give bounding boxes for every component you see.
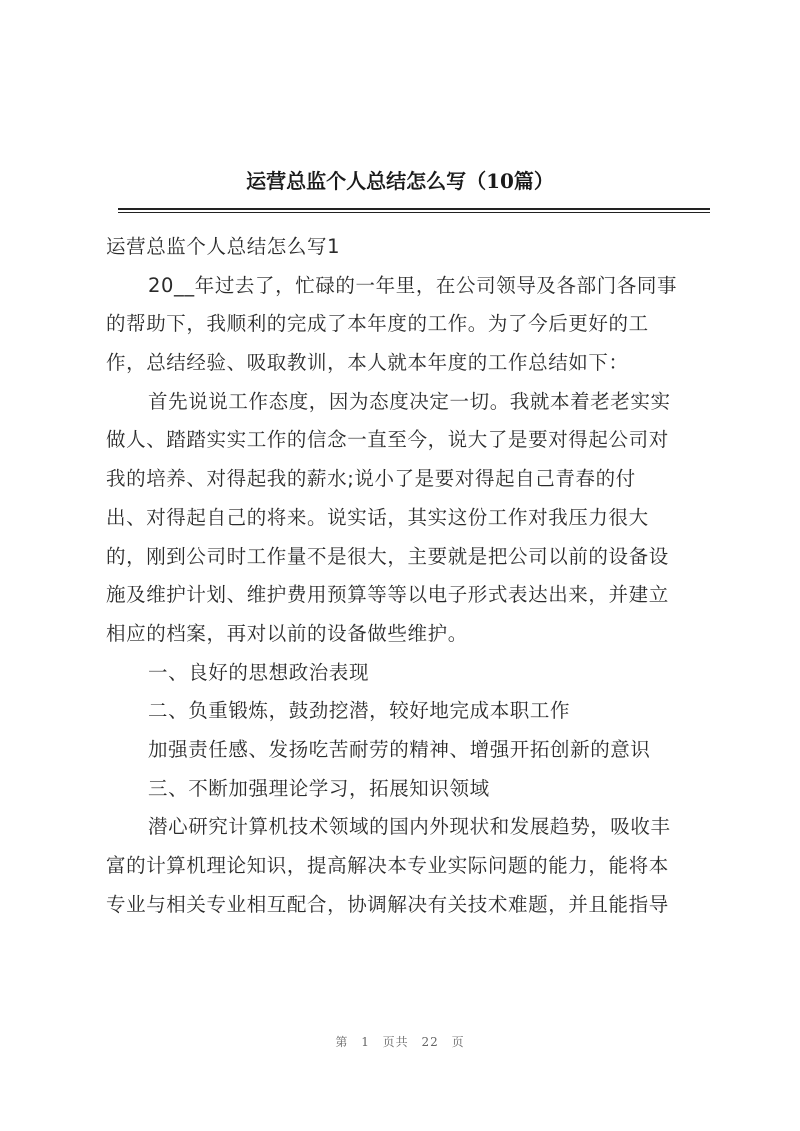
body-line: 我的培养、对得起我的薪水;说小了是要对得起自己青春的付 — [106, 467, 636, 491]
body-line: 施及维护计划、维护费用预算等等以电子形式表达出来，并建立 — [106, 583, 669, 607]
document-body — [106, 228, 710, 924]
body-line: 相应的档案，再对以前的设备做些维护。 — [106, 621, 468, 645]
body-line: 的帮助下，我顺利的完成了本年度的工作。为了今后更好的工 — [106, 312, 649, 336]
body-line: 出、对得起自己的将来。说实话，其实这份工作对我压力很大 — [106, 505, 649, 529]
body-line: 富的计算机理论知识，提高解决本专业实际问题的能力，能将本 — [106, 854, 669, 877]
body-line: 的，刚到公司时工作量不是很大，主要就是把公司以前的设备设 — [106, 544, 669, 568]
body-line: 运营总监个人总结怎么写1 — [106, 235, 341, 258]
page-footer — [0, 1033, 800, 1050]
body-line: 作，总结经验、吸取教训，本人就本年度的工作总结如下： — [106, 351, 629, 375]
footer-middle: 页共 — [382, 1035, 409, 1049]
body-line: 20__年过去了，忙碌的一年里，在公司领导及各部门各同事 — [148, 273, 678, 297]
footer-prefix: 第 — [335, 1035, 349, 1049]
footer-total-pages: 22 — [421, 1035, 439, 1049]
body-line: 专业与相关专业相互配合，协调解决有关技术难题，并且能指导 — [106, 892, 669, 916]
footer-page-number: 1 — [361, 1035, 370, 1049]
body-line: 首先说说工作态度，因为态度决定一切。我就本着老老实实 — [148, 389, 671, 413]
body-line: 三、不断加强理论学习，拓展知识领域 — [148, 776, 490, 800]
footer-suffix: 页 — [451, 1035, 465, 1049]
document-title: 运营总监个人总结怎么写（10篇） — [246, 169, 554, 193]
body-line: 一、良好的思想政治表现 — [148, 660, 370, 684]
title-rule-thin — [118, 212, 710, 213]
title-rule-thick — [118, 208, 710, 210]
body-line: 加强责任感、发扬吃苦耐劳的精神、增强开拓创新的意识 — [148, 737, 651, 761]
body-line: 潜心研究计算机技术领域的国内外现状和发展趋势，吸收丰 — [148, 815, 671, 839]
body-line: 二、负重锻炼，鼓劲挖潜，较好地完成本职工作 — [148, 699, 571, 723]
body-line: 做人、踏踏实实工作的信念一直至今，说大了是要对得起公司对 — [106, 428, 669, 452]
